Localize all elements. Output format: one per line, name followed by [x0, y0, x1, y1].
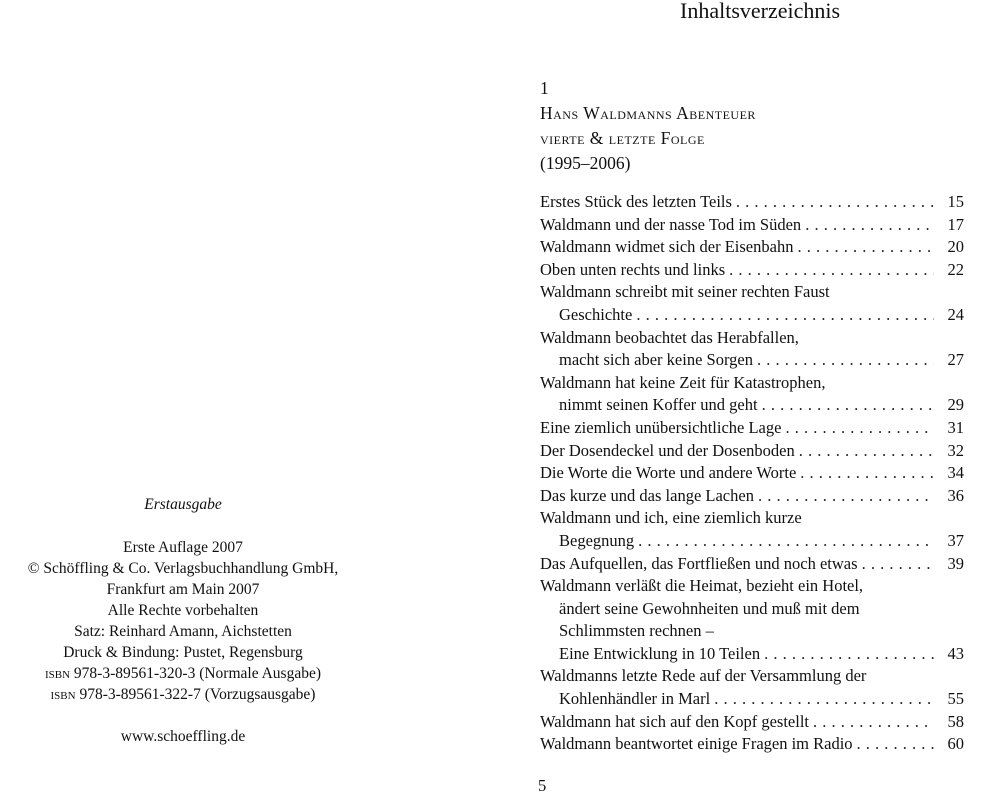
isbn-value: 978-3-89561-322-7 (Vorzugsausgabe)	[79, 686, 316, 703]
toc-entry-title: Waldmann und der nasse Tod im Süden	[540, 214, 802, 234]
toc-entry	[540, 553, 964, 576]
toc-page-number: 22	[947, 259, 964, 279]
toc-entry	[540, 327, 964, 372]
toc-entry-title: Waldmann hat sich auf den Kopf gestellt	[540, 711, 810, 731]
toc-entry-title: Schlimmsten rechnen –	[559, 621, 714, 641]
toc-page-number: 58	[947, 711, 964, 731]
toc-entry-title: Begegnung	[559, 530, 635, 550]
toc-entry-title: Eine Entwicklung in 10 Teilen	[559, 643, 761, 663]
toc-entry	[540, 281, 964, 326]
dot-leader	[636, 304, 934, 327]
toc-entry	[540, 507, 964, 552]
toc-entry-title: Oben unten rechts und links	[540, 259, 726, 279]
toc-entry-title: macht sich aber keine Sorgen	[559, 350, 753, 370]
dot-leader	[638, 530, 934, 553]
dot-leader	[714, 688, 934, 711]
toc-entry-title: Das kurze und das lange Lachen	[540, 485, 754, 505]
toc-page-number: 34	[947, 463, 964, 483]
dot-leader	[799, 440, 934, 463]
toc-entry-title: Das Aufquellen, das Fortfließen und noch etwas	[540, 553, 858, 573]
toc-entry-title: nimmt seinen Koffer und geht	[559, 395, 758, 415]
toc-entry	[540, 372, 964, 417]
dot-leader	[764, 643, 934, 666]
dot-leader	[736, 191, 934, 214]
part-title-line-1: Hans Waldmanns Abenteuer	[540, 103, 756, 123]
colophon-line: © Schöffling & Co. Verlagsbuchhandlung GmbH,	[27, 560, 339, 577]
isbn-label: isbn	[50, 686, 76, 703]
toc-page-number: 27	[947, 350, 964, 370]
toc-page-number: 39	[947, 553, 964, 573]
colophon-line: Alle Rechte vorbehalten	[107, 602, 259, 619]
page-heading: Inhaltsverzeichnis	[680, 0, 841, 23]
toc-entry-title: Kohlenhändler in Marl	[559, 689, 711, 709]
toc-page-number: 32	[947, 440, 964, 460]
toc-entry	[540, 214, 964, 237]
colophon-line: Satz: Reinhard Amann, Aichstetten	[74, 623, 292, 640]
toc-entry	[540, 191, 964, 214]
toc-entry-title: Waldmann schreibt mit seiner rechten Faust	[540, 282, 830, 302]
toc-entry-title: Eine ziemlich unübersichtliche Lage	[540, 417, 782, 437]
dot-leader	[813, 711, 934, 734]
toc-entry-title: Waldmann beantwortet einige Fragen im Radio	[540, 734, 853, 754]
dot-leader	[797, 236, 934, 259]
toc-page-number: 31	[947, 417, 964, 437]
colophon-line: Druck & Bindung: Pustet, Regensburg	[63, 644, 303, 661]
toc-entry-title: Der Dosendeckel und der Dosenboden	[540, 440, 795, 460]
edition-label: Erstausgabe	[144, 496, 222, 513]
part-title-line-2: vierte & letzte Folge	[540, 128, 705, 148]
toc-entry-title: Waldmann verläßt die Heimat, bezieht ein Hotel,	[540, 576, 864, 596]
isbn-special	[0, 684, 366, 705]
toc-page-number: 60	[947, 734, 964, 754]
colophon-line: Frankfurt am Main 2007	[106, 581, 260, 598]
dot-leader	[857, 733, 934, 756]
dot-leader	[762, 394, 934, 417]
dot-leader	[758, 485, 934, 508]
toc-entry-title: Die Worte die Worte und andere Worte	[540, 463, 797, 483]
publisher-website: www.schoeffling.de	[120, 728, 246, 745]
colophon-line: Erste Auflage 2007	[123, 539, 243, 556]
toc-entry-title: Waldmann hat keine Zeit für Katastrophen,	[540, 372, 826, 392]
toc-entry-title: Erstes Stück des letzten Teils	[540, 192, 732, 211]
dot-leader	[800, 462, 934, 485]
toc-entry-title: Geschichte	[559, 304, 633, 324]
toc-entry-title: Waldmanns letzte Rede auf der Versammlung der	[540, 666, 867, 686]
toc-page-number: 15	[947, 192, 964, 211]
toc-entry-title: ändert seine Gewohnheiten und muß mit dem	[559, 598, 860, 618]
part-number: 1	[540, 78, 549, 98]
part-header	[540, 76, 970, 176]
toc-page-number: 43	[947, 643, 964, 663]
table-of-contents	[540, 191, 964, 756]
toc-page-number: 36	[947, 485, 964, 505]
toc-entry	[540, 462, 964, 485]
dot-leader	[805, 214, 934, 237]
toc-entry	[540, 733, 964, 756]
toc-entry	[540, 440, 964, 463]
toc-entry	[540, 259, 964, 282]
dot-leader	[757, 349, 934, 372]
toc-page-number: 20	[947, 237, 964, 257]
part-years: (1995–2006)	[540, 153, 631, 173]
toc-entry-title: Waldmann und ich, eine ziemlich kurze	[540, 508, 802, 528]
dot-leader	[729, 259, 934, 282]
dot-leader	[785, 417, 934, 440]
toc-entry	[540, 417, 964, 440]
toc-entry	[540, 665, 964, 710]
dot-leader	[862, 553, 934, 576]
toc-entry	[540, 236, 964, 259]
toc-page-number: 55	[947, 689, 964, 709]
toc-entry-title: Waldmann widmet sich der Eisenbahn	[540, 237, 794, 257]
isbn-label: isbn	[44, 665, 71, 682]
toc-entry	[540, 711, 964, 734]
isbn-normal	[0, 663, 366, 684]
toc-entry	[540, 485, 964, 508]
page-number: 5	[538, 776, 547, 795]
toc-page-number: 37	[947, 530, 964, 550]
colophon	[0, 494, 366, 747]
toc-page-number: 24	[947, 304, 964, 324]
toc-entry-title: Waldmann beobachtet das Herabfallen,	[540, 327, 799, 347]
toc-page-number: 29	[947, 395, 964, 415]
toc-page-number: 17	[947, 214, 964, 234]
isbn-value: 978-3-89561-320-3 (Normale Ausgabe)	[73, 665, 321, 682]
toc-entry	[540, 575, 964, 665]
